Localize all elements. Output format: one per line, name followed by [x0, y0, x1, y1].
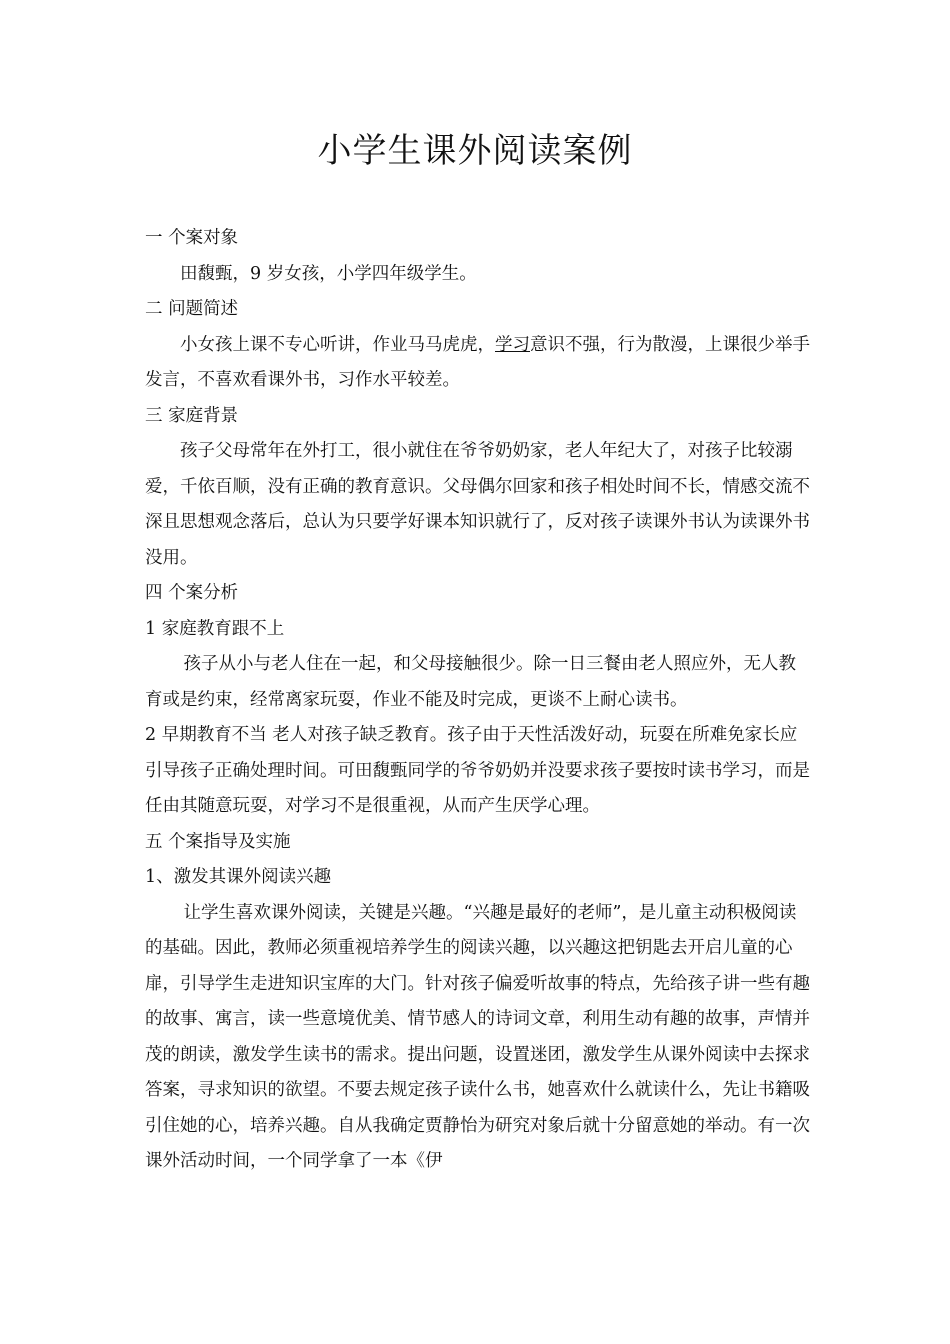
- subsection-body-4-2: 2 早期教育不当 老人对孩子缺乏教育。孩子由于天性活泼好动，玩耍在所难免家长应引导孩子正确处理时间。可田馥甄同学的爷爷奶奶并没要求孩子要按时读书学习，而是任由其随意玩耍，对学习不是很重视，从而产生厌学心理。: [145, 725, 810, 816]
- subsection-heading-4-1: 1 家庭教育跟不上: [145, 618, 285, 639]
- section-heading-3: 三 家庭背景: [145, 405, 239, 426]
- section-body-3: 孩子父母常年在外打工，很小就住在爷爷奶奶家，老人年纪大了，对孩子比较溺爱，千依百顺，没有正确的教育意识。父母偶尔回家和孩子相处时间不长，情感交流不深且思想观念落后，总认为只要学好课本知识就行了，反对孩子读课外书认为读课外书没用。: [145, 441, 810, 568]
- study-link[interactable]: 学习: [495, 334, 530, 355]
- section-body-2-pre: 小女孩上课不专心听讲，作业马马虎虎，: [180, 334, 495, 355]
- section-heading-4: 四 个案分析: [145, 583, 239, 603]
- section-heading-2: 二 问题简述: [145, 299, 239, 319]
- section-body-2: [145, 328, 810, 399]
- subsection-body-4-1: 孩子从小与老人住在一起，和父母接触很少。除一日三餐由老人照应外，无人教育或是约束，经常离家玩耍，作业不能及时完成，更谈不上耐心读书。: [145, 654, 796, 710]
- subsection-heading-5-1: 1、激发其课外阅读兴趣: [145, 867, 332, 887]
- section-heading-5: 五 个案指导及实施: [145, 831, 291, 852]
- section-body-1: 田馥甄，9 岁女孩，小学四年级学生。: [180, 263, 477, 284]
- subsection-body-5-1: 让学生喜欢课外阅读，关键是兴趣。“兴趣是最好的老师”，是儿童主动积极阅读的基础。因此，教师必须重视培养学生的阅读兴趣，以兴趣这把钥匙去开启儿童的心扉，引导学生走进知识宝库的大门。针对孩子偏爱听故事的特点，先给孩子讲一些有趣的故事、寓言，读一些意境优美、情节感人的诗词文章，利用生动有趣的故事，声情并茂的朗读，激发学生读书的需求。提出问题，设置迷团，激发学生从课外阅读中去探求答案，寻求知识的欲望。不要去规定孩子读什么书，她喜欢什么就读什么，先让书籍吸引住她的心，培养兴趣。自从我确定贾静怡为研究对象后就十分留意她的举动。有一次课外活动时间，一个同学拿了一本《伊: [145, 902, 810, 1171]
- document-title: 小学生课外阅读案例: [317, 131, 633, 171]
- section-heading-1: 一 个案对象: [145, 228, 239, 248]
- section-body-2-post: 意识不强，行为散漫，上课很少举手发言，不喜欢看课外书，习作水平较差。: [145, 334, 810, 390]
- document-body: [145, 221, 810, 1180]
